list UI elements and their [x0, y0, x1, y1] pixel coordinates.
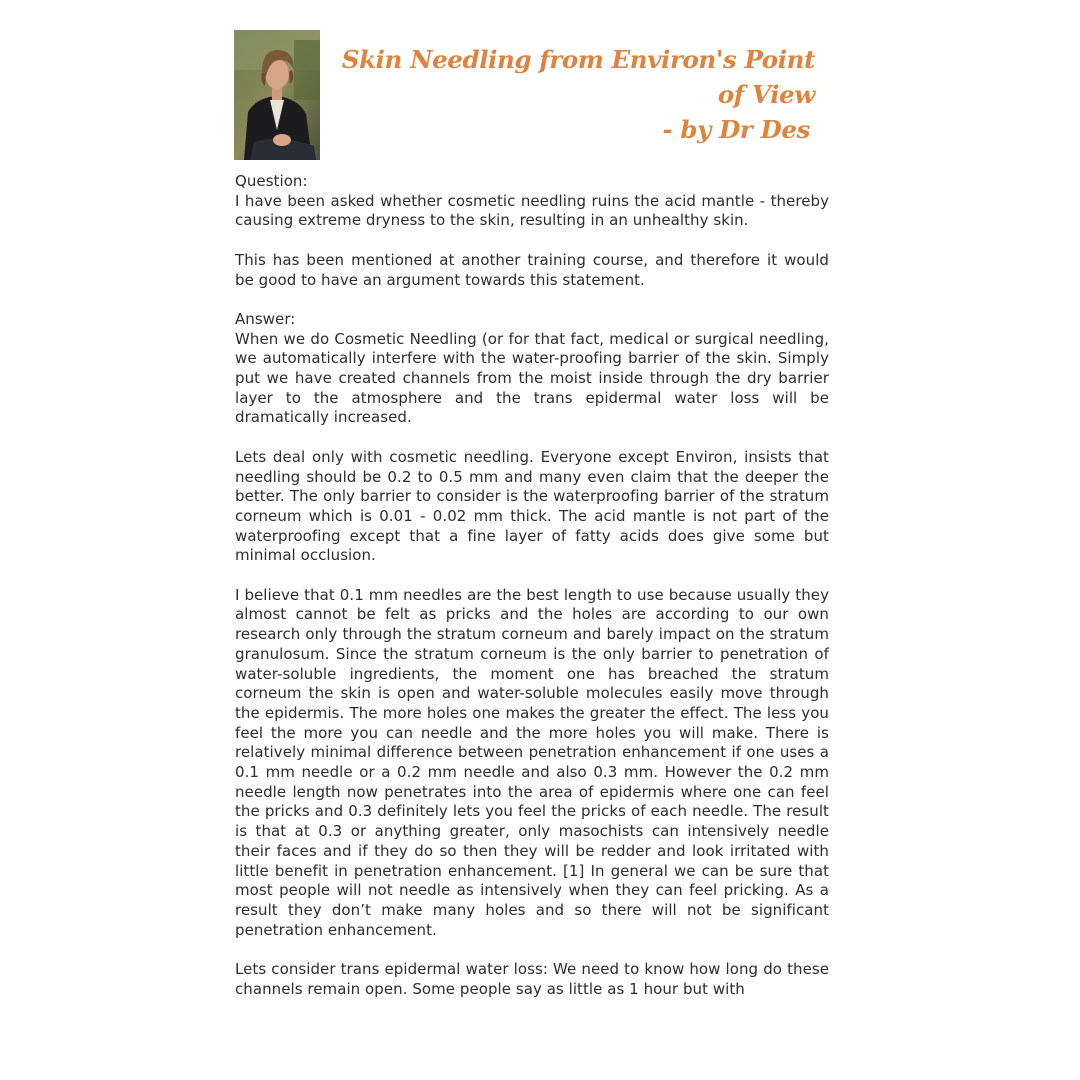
answer-paragraph-3: I believe that 0.1 mm needles are the best length to use because usually they almost cannot be felt as pricks and the holes are according to our own research only through the stratum corneum and barely impact on the stratum granulosum. Since the stratum corneum is the only barrier to penetration of water-soluble ingredients, the moment one has breached the stratum corneum the skin is open and water-soluble molecules easily move through the epidermis. The more holes one makes the greater the effect. The less you feel the more you can needle and the more holes you will make. There is relatively minimal difference between penetration enhancement if one uses a 0.1 mm needle or a 0.2 mm needle and also 0.3 mm. However the 0.2 mm needle length now penetrates into the area of epidermis where one can feel the pricks and 0.3 definitely lets you feel the pricks of each needle. The result is that at 0.3 or anything greater, only masochists can intensively needle their faces and if they do so then they will be redder and look irritated with little benefit in penetration enhancement. [1] In general we can be sure that most people will not needle as intensively when they can feel pricking. As a result they don’t make many holes and so there will not be significant penetration enhancement.	[235, 585, 829, 939]
title-line-1: Skin Needling from Environ's Point of View	[341, 45, 815, 109]
answer-label: Answer:	[235, 309, 296, 328]
article-title	[330, 42, 815, 147]
article-body	[235, 172, 829, 1019]
question-text: I have been asked whether cosmetic needling ruins the acid mantle - thereby causing extreme dryness to the skin, resulting in an unhealthy skin.	[235, 191, 829, 230]
question-followup-paragraph: This has been mentioned at another training course, and therefore it would be good to have an argument towards this statement.	[235, 250, 829, 289]
question-label: Question:	[235, 172, 308, 190]
answer-paragraph-1: When we do Cosmetic Needling (or for that fact, medical or surgical needling, we automatically interfere with the water-proofing barrier of the skin. Simply put we have created channels from the moist inside through the dry barrier layer to the atmosphere and the trans epidermal water loss will be dramatically increased.	[235, 329, 829, 427]
answer-paragraph-4: Lets consider trans epidermal water loss: We need to know how long do these channels remain open. Some people say as little as 1 hour but with	[235, 960, 829, 998]
answer-block	[235, 310, 829, 428]
question-block	[235, 172, 829, 231]
answer-paragraph-2: Lets deal only with cosmetic needling. Everyone except Environ, insists that needling should be 0.2 to 0.5 mm and many even claim that the deeper the better. The only barrier to consider is the waterproofing barrier of the stratum corneum which is 0.01 - 0.02 mm thick. The acid mantle is not part of the waterproofing except that a fine layer of fatty acids does give some but minimal occlusion.	[235, 447, 829, 565]
title-line-2-author: - by Dr Des	[662, 115, 810, 144]
author-portrait-photo	[234, 30, 320, 160]
